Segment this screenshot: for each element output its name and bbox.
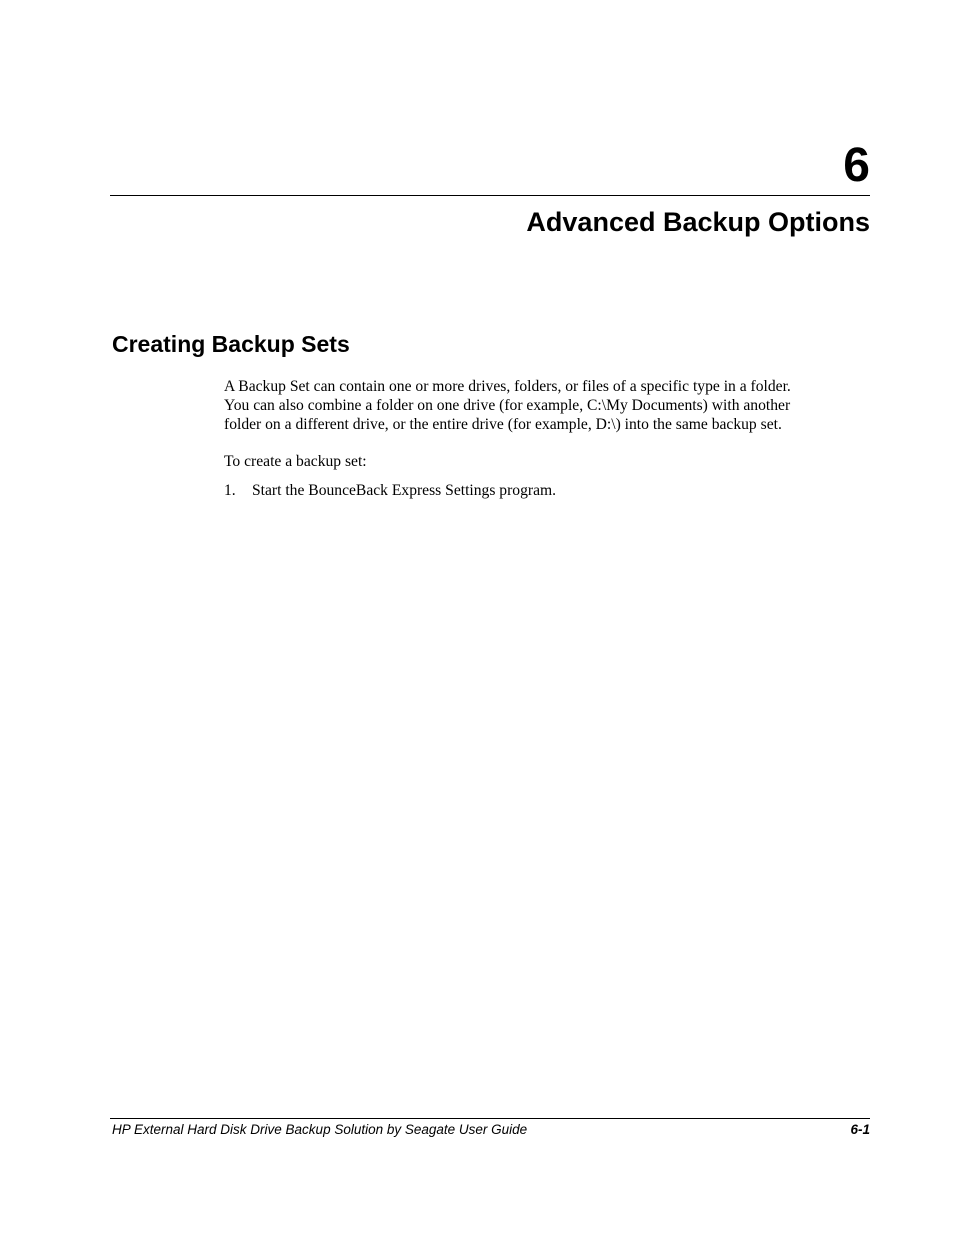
section-heading: Creating Backup Sets bbox=[112, 331, 350, 357]
footer-page-number: 6-1 bbox=[850, 1122, 870, 1137]
instruction-lead: To create a backup set: bbox=[224, 453, 367, 470]
footer-title: HP External Hard Disk Drive Backup Solution by Seagate User Guide bbox=[112, 1122, 528, 1137]
chapter-divider bbox=[110, 195, 870, 196]
step-list bbox=[224, 481, 556, 500]
chapter-number: 6 bbox=[843, 139, 870, 192]
intro-paragraph bbox=[224, 377, 864, 434]
chapter-title: Advanced Backup Options bbox=[526, 207, 870, 237]
step-text: Start the BounceBack Express Settings program. bbox=[252, 482, 557, 499]
step-item bbox=[224, 481, 556, 500]
intro-paragraph-line: folder on a different drive, or the entire drive (for example, D:\) into the same backup set. bbox=[224, 416, 782, 433]
step-number: 1. bbox=[224, 482, 236, 499]
intro-paragraph-line: A Backup Set can contain one or more drives, folders, or files of a specific type in a folder. bbox=[224, 378, 791, 395]
intro-paragraph-line: You can also combine a folder on one drive (for example, C:\My Documents) with another bbox=[224, 397, 791, 414]
footer-divider bbox=[110, 1118, 870, 1119]
